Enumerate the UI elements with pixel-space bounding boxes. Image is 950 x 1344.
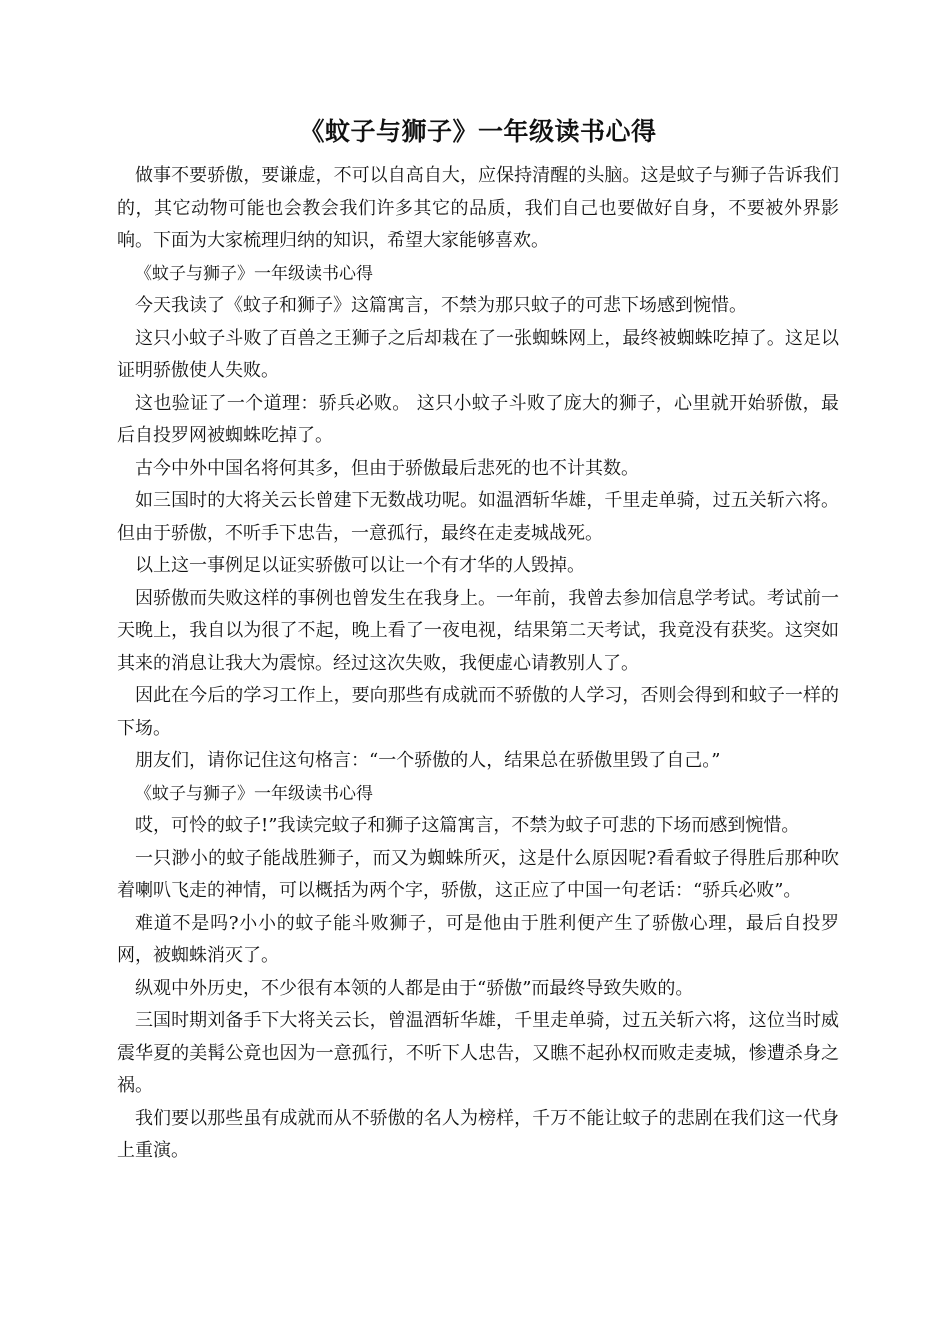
paragraph: 纵观中外历史，不少很有本领的人都是由于“骄傲”而最终导致失败的。 xyxy=(135,977,694,999)
document-body xyxy=(117,160,839,1168)
paragraph: 我们要以那些虽有成就而从不骄傲的名人为榜样，千万不能让蚊子的悲剧在我们这一代身上重演。 xyxy=(117,1107,839,1161)
section-heading: 《蚊子与狮子》一年级读书心得 xyxy=(135,263,373,284)
paragraph: 做事不要骄傲，要谦虚，不可以自高自大，应保持清醒的头脑。这是蚊子与狮子告诉我们的，其它动物可能也会教会我们许多其它的品质，我们自己也要做好自身，不要被外界影响。下面为大家梳理归纳的知识，希望大家能够喜欢。 xyxy=(117,165,839,251)
paragraph: 这也验证了一个道理：骄兵必败。 这只小蚊子斗败了庞大的狮子，心里就开始骄傲，最后自投罗网被蜘蛛吃掉了。 xyxy=(117,392,839,446)
paragraph: 因骄傲而失败这样的事例也曾发生在我身上。一年前，我曾去参加信息学考试。考试前一天晚上，我自以为很了不起，晚上看了一夜电视，结果第二天考试，我竟没有获奖。这突如其来的消息让我大为震惊。经过这次失败，我便虚心请教别人了。 xyxy=(117,587,839,674)
paragraph: 一只渺小的蚊子能战胜狮子，而又为蜘蛛所灭，这是什么原因呢?看看蚊子得胜后那种吹着喇叭飞走的神情，可以概括为两个字，骄傲，这正应了中国一句老话：“骄兵必败”。 xyxy=(117,847,839,901)
paragraph: 三国时期刘备手下大将关云长，曾温酒斩华雄，千里走单骑，过五关斩六将，这位当时威震华夏的美髯公竟也因为一意孤行，不听下人忠告，又瞧不起孙权而败走麦城，惨遭杀身之祸。 xyxy=(117,1010,839,1096)
paragraph: 这只小蚊子斗败了百兽之王狮子之后却栽在了一张蜘蛛网上，最终被蜘蛛吃掉了。这足以证明骄傲使人失败。 xyxy=(117,327,839,381)
paragraph: 如三国时的大将关云长曾建下无数战功呢。如温酒斩华雄，千里走单骑，过五关斩六将。但由于骄傲，不听手下忠告，一意孤行，最终在走麦城战死。 xyxy=(117,490,839,544)
paragraph: 哎，可怜的蚊子!”我读完蚊子和狮子这篇寓言，不禁为蚊子可悲的下场而感到惋惜。 xyxy=(135,815,800,836)
section-heading: 《蚊子与狮子》一年级读书心得 xyxy=(135,783,373,804)
paragraph: 今天我读了《蚊子和狮子》这篇寓言，不禁为那只蚊子的可悲下场感到惋惜。 xyxy=(135,295,747,316)
paragraph: 以上这一事例足以证实骄傲可以让一个有才华的人毁掉。 xyxy=(135,555,585,576)
paragraph: 因此在今后的学习工作上，要向那些有成就而不骄傲的人学习，否则会得到和蚊子一样的下场。 xyxy=(117,685,839,739)
paragraph: 难道不是吗?小小的蚊子能斗败狮子，可是他由于胜利便产生了骄傲心理，最后自投罗网，被蜘蛛消灭了。 xyxy=(117,912,839,966)
document-page xyxy=(117,112,839,1168)
document-title: 《蚊子与狮子》一年级读书心得 xyxy=(299,117,657,146)
paragraph: 古今中外中国名将何其多，但由于骄傲最后悲死的也不计其数。 xyxy=(135,457,639,479)
paragraph: 朋友们，请你记住这句格言：“一个骄傲的人，结果总在骄傲里毁了自己。” xyxy=(135,750,721,771)
